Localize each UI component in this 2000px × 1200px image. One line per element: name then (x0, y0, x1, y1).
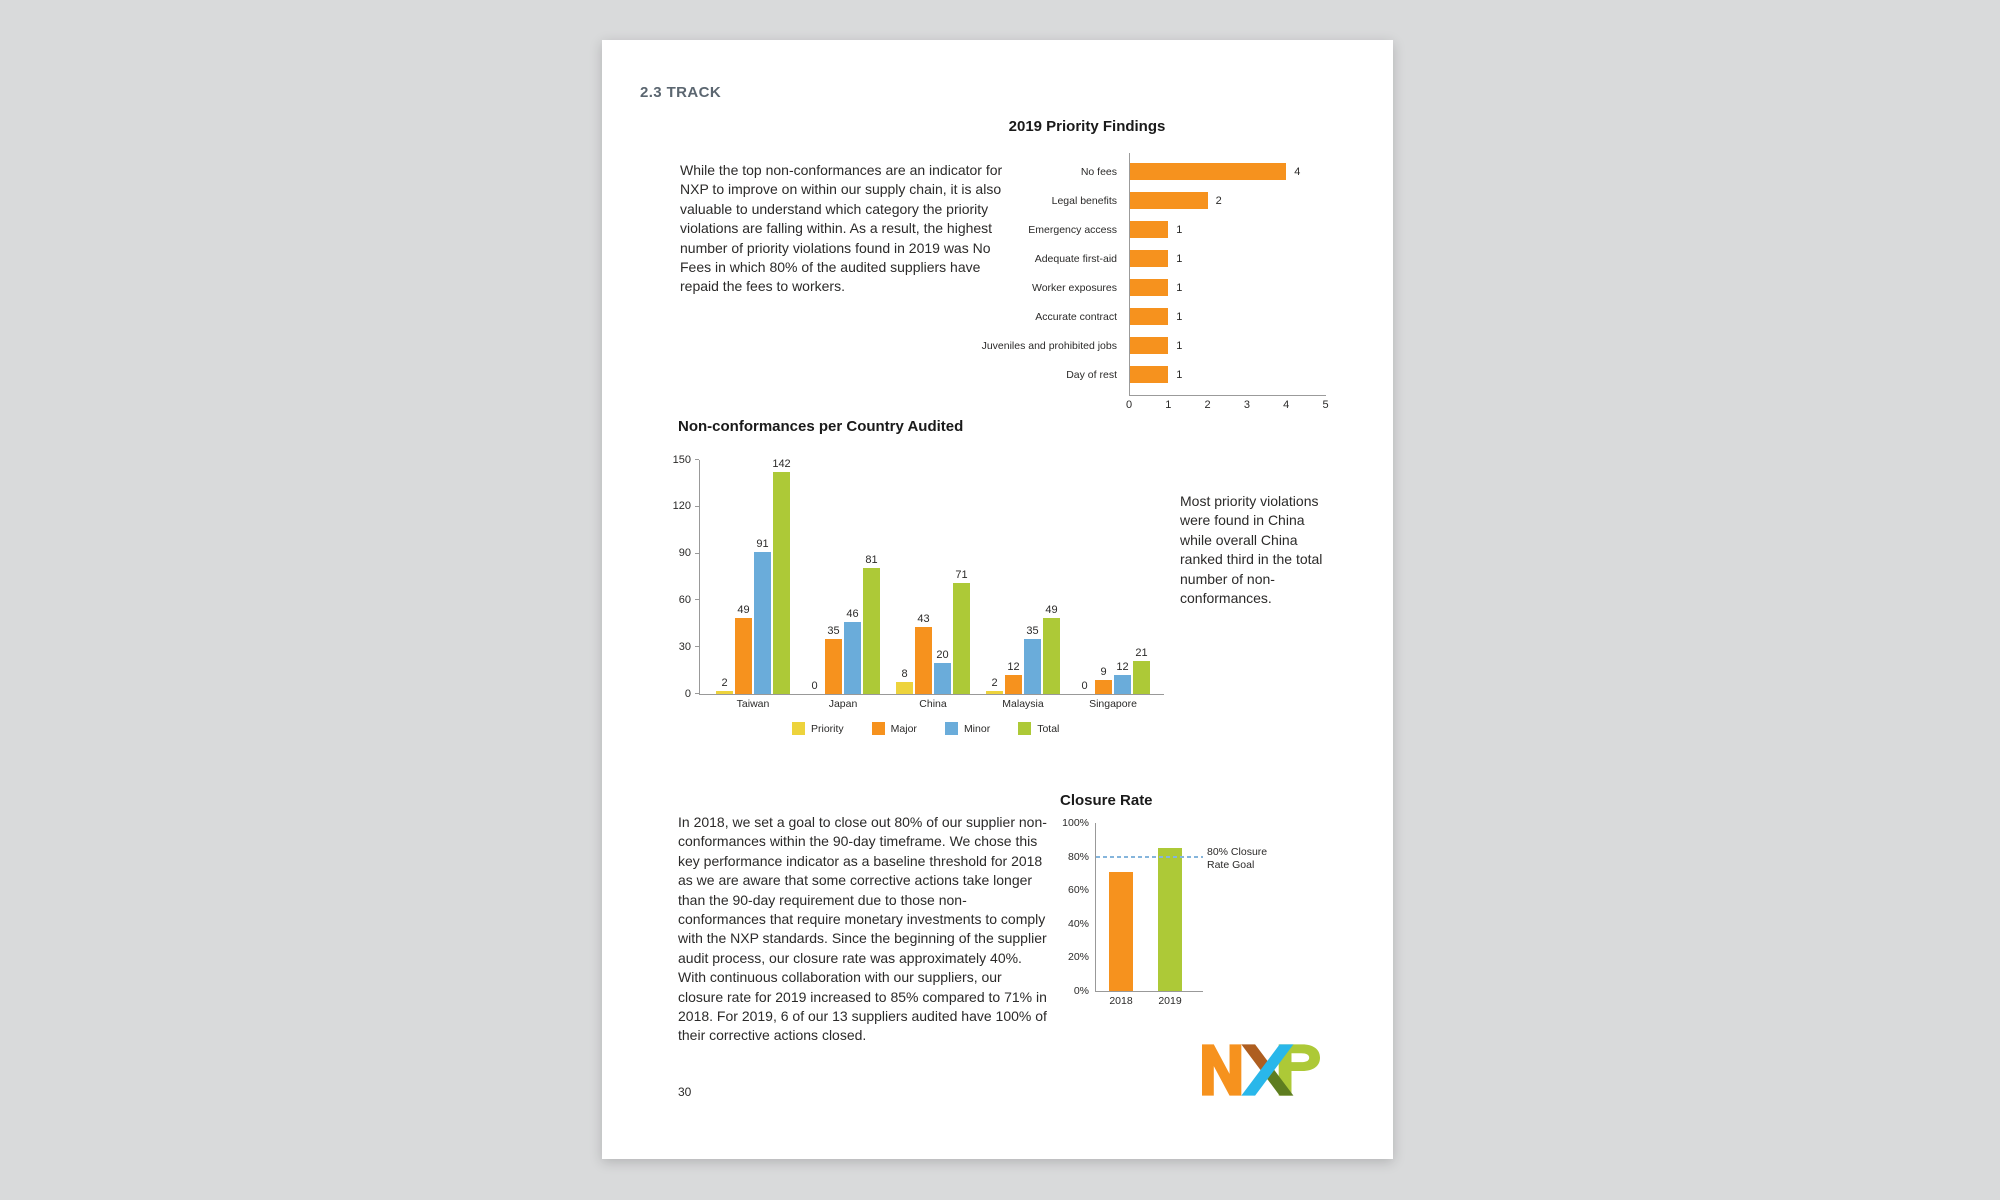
bar-wrap (1114, 661, 1131, 694)
axis-tick-label: 30 (678, 640, 691, 653)
bar (1129, 337, 1168, 354)
axis-tick-label: 90 (678, 547, 691, 560)
bar-value-label: 49 (737, 603, 750, 616)
bar-group (896, 569, 970, 694)
category-label: Emergency access (1028, 223, 1117, 236)
country-chart-y-ticks (642, 453, 699, 700)
bar-value-label: 1 (1176, 368, 1183, 381)
bar (1005, 675, 1022, 694)
bar (986, 691, 1003, 694)
axis-tick-label: 150 (672, 453, 691, 466)
china-note: Most priority violations were found in China while overall China ranked third in the total number of non-conformances. (1180, 493, 1323, 607)
priority-findings-y-axis-line (1129, 153, 1130, 395)
bar-wrap (1043, 603, 1060, 694)
bar (934, 663, 951, 694)
category-label: Singapore (1089, 698, 1137, 710)
bar-value-label: 12 (1116, 661, 1129, 674)
legend-item (872, 722, 917, 735)
bar-value-label: 9 (1100, 665, 1107, 678)
closure-goal-label: 80% Closure Rate Goal (1207, 846, 1268, 871)
bar (915, 627, 932, 694)
bar (1129, 250, 1168, 267)
axis-tick-label: 60 (678, 593, 691, 606)
bar-wrap (716, 676, 733, 694)
bar-wrap (754, 538, 771, 694)
priority-bar-row (842, 302, 1300, 331)
closure-rate-y-ticks (1047, 817, 1092, 997)
category-label: Japan (828, 698, 858, 710)
country-chart-plot (699, 458, 1164, 710)
bar-value-label: 49 (1045, 603, 1058, 616)
intro-paragraph: While the top non-conformances are an indicator for NXP to improve on within our supply chain, it is also valuable to understand which category the priority violations are falling within. As a result, the highest number of priority violations found in 2019 was No Fees in which 80% of the audited suppliers have repaid the fees to workers. (680, 162, 1003, 295)
bar (754, 552, 771, 694)
bar (1043, 618, 1060, 694)
axis-tick-label: 20% (1067, 951, 1089, 964)
page-number: 30 (678, 1085, 692, 1099)
bar-group (806, 553, 880, 694)
bar-value-label: 142 (772, 458, 791, 471)
bar-value-label: 81 (865, 553, 878, 566)
bar-wrap (825, 625, 842, 694)
category-label: Legal benefits (1051, 194, 1117, 207)
priority-findings-x-axis-line (1129, 395, 1326, 396)
closure-rate-plot (1095, 823, 1203, 1007)
axis-tick-label: 0% (1073, 985, 1089, 997)
bar-value-label: 0 (811, 680, 818, 692)
bar-value-label: 0 (1081, 680, 1088, 692)
category-label: Adequate first-aid (1034, 252, 1117, 265)
axis-tick-label: 100% (1062, 817, 1089, 829)
bar-value-label: 1 (1176, 310, 1183, 323)
goal-line (1096, 856, 1203, 858)
bar (863, 568, 880, 694)
category-label: Malaysia (1002, 698, 1044, 710)
legend-label: Minor (963, 722, 991, 735)
bar (735, 618, 752, 694)
bar-value-label: 1 (1176, 252, 1183, 265)
bar-value-label: 2 (991, 676, 998, 689)
axis-tick-label: 40% (1067, 917, 1089, 930)
bar-value-label: 35 (1026, 625, 1039, 638)
axis-tick-label: 2 (1204, 399, 1211, 411)
bar-wrap (735, 603, 752, 694)
nxp-logo-graphic (1202, 1044, 1320, 1096)
bar (1109, 872, 1133, 991)
bar-group (1076, 647, 1150, 694)
nxp-logo (1202, 1044, 1320, 1101)
bar-wrap (1024, 625, 1041, 694)
bar (1129, 366, 1168, 383)
bar-wrap (934, 648, 951, 694)
category-label: Worker exposures (1031, 281, 1117, 294)
bar-value-label: 2 (721, 676, 728, 689)
bar-value-label: 4 (1294, 165, 1301, 178)
closure-paragraph: In 2018, we set a goal to close out 80% of our supplier non-conformances within the 90-day timeframe. We chose this key performance indicator as a baseline threshold for 2018 as we are aware that some corrective actions take longer than the 90-day requirement due to those non-conformances that require monetary investments to comply with the NXP standards. Since the beginning of the supplier audit process, our closure rate was approximately 40%. With continuous collaboration with our suppliers, our closure rate for 2019 increased to 85% compared to 71% in 2018. For 2019, 6 of our 13 suppliers audited have 100% of their corrective actions closed. (678, 814, 1047, 1044)
bar (953, 583, 970, 694)
category-label: 2019 (1158, 995, 1182, 1007)
bar (1095, 680, 1112, 694)
bar (716, 691, 733, 694)
priority-bar-row (842, 331, 1300, 360)
legend-label: Major (890, 722, 917, 735)
bar-value-label: 91 (756, 538, 769, 551)
legend-swatch (872, 722, 885, 735)
bar (1158, 848, 1182, 991)
bar (1024, 639, 1041, 694)
axis-tick-label: 3 (1243, 399, 1250, 411)
bar-wrap (1095, 665, 1112, 694)
bar-value-label: 71 (955, 569, 968, 582)
legend-item (792, 722, 844, 735)
bar-group (986, 603, 1060, 694)
country-chart-title: Non-conformances per Country Audited (678, 418, 964, 435)
legend-item (945, 722, 990, 735)
priority-bar-row (842, 360, 1300, 389)
bar-wrap (844, 608, 861, 694)
bar-value-label: 2 (1215, 194, 1222, 207)
legend-swatch (1018, 722, 1031, 735)
bar (896, 682, 913, 694)
bar-value-label: 1 (1176, 281, 1183, 294)
document-page (602, 40, 1393, 1159)
legend-label: Priority (811, 722, 844, 735)
axis-tick-label: 60% (1067, 884, 1089, 897)
axis-tick-label: 0 (684, 687, 691, 700)
bar-value-label: 1 (1176, 223, 1183, 236)
bar (1129, 308, 1168, 325)
bar (825, 639, 842, 694)
bar (1129, 279, 1168, 296)
country-chart-legend (792, 722, 1059, 735)
bar-wrap (863, 553, 880, 694)
bar-wrap (986, 676, 1003, 694)
category-label: 2018 (1109, 995, 1133, 1007)
axis-tick-label: 4 (1283, 399, 1290, 411)
category-label: Juveniles and prohibited jobs (981, 339, 1117, 352)
legend-swatch (792, 722, 805, 735)
bar-value-label: 43 (917, 612, 930, 625)
closure-rate-title: Closure Rate (1060, 792, 1153, 809)
bar-wrap (896, 667, 913, 694)
bar-wrap (772, 458, 791, 694)
bar (1129, 192, 1208, 209)
bar-value-label: 12 (1007, 661, 1020, 674)
category-label: Day of rest (1066, 368, 1117, 381)
priority-findings-x-ticks (1125, 399, 1329, 413)
bar (1114, 675, 1131, 694)
bar-value-label: 20 (936, 648, 949, 661)
bar-value-label: 46 (846, 608, 859, 621)
bar (1129, 221, 1168, 238)
category-label: China (919, 698, 947, 710)
priority-findings-title: 2019 Priority Findings (1008, 118, 1166, 135)
bar-wrap (1005, 661, 1022, 694)
axis-tick-label: 1 (1165, 399, 1172, 411)
bar-wrap (915, 612, 932, 694)
bar-group (716, 458, 791, 694)
section-heading: 2.3 TRACK (640, 84, 722, 101)
legend-item (1018, 722, 1059, 735)
axis-tick-label: 120 (672, 500, 691, 513)
bar (1133, 661, 1150, 694)
axis-tick-label: 80% (1067, 850, 1089, 863)
bar-value-label: 21 (1135, 647, 1148, 660)
bar (773, 472, 790, 694)
bar-wrap (953, 569, 970, 694)
category-label: No fees (1080, 165, 1117, 178)
bar-value-label: 35 (827, 625, 840, 638)
bar (844, 622, 861, 694)
bar-wrap (1133, 647, 1150, 694)
axis-tick-label: 5 (1322, 399, 1329, 411)
axis-tick-label: 0 (1125, 399, 1133, 411)
legend-label: Total (1037, 722, 1060, 735)
bar (1129, 163, 1286, 180)
bar-value-label: 8 (901, 667, 908, 680)
category-label: Taiwan (736, 698, 770, 710)
legend-swatch (945, 722, 958, 735)
category-label: Accurate contract (1035, 310, 1117, 323)
bar-value-label: 1 (1176, 339, 1183, 352)
